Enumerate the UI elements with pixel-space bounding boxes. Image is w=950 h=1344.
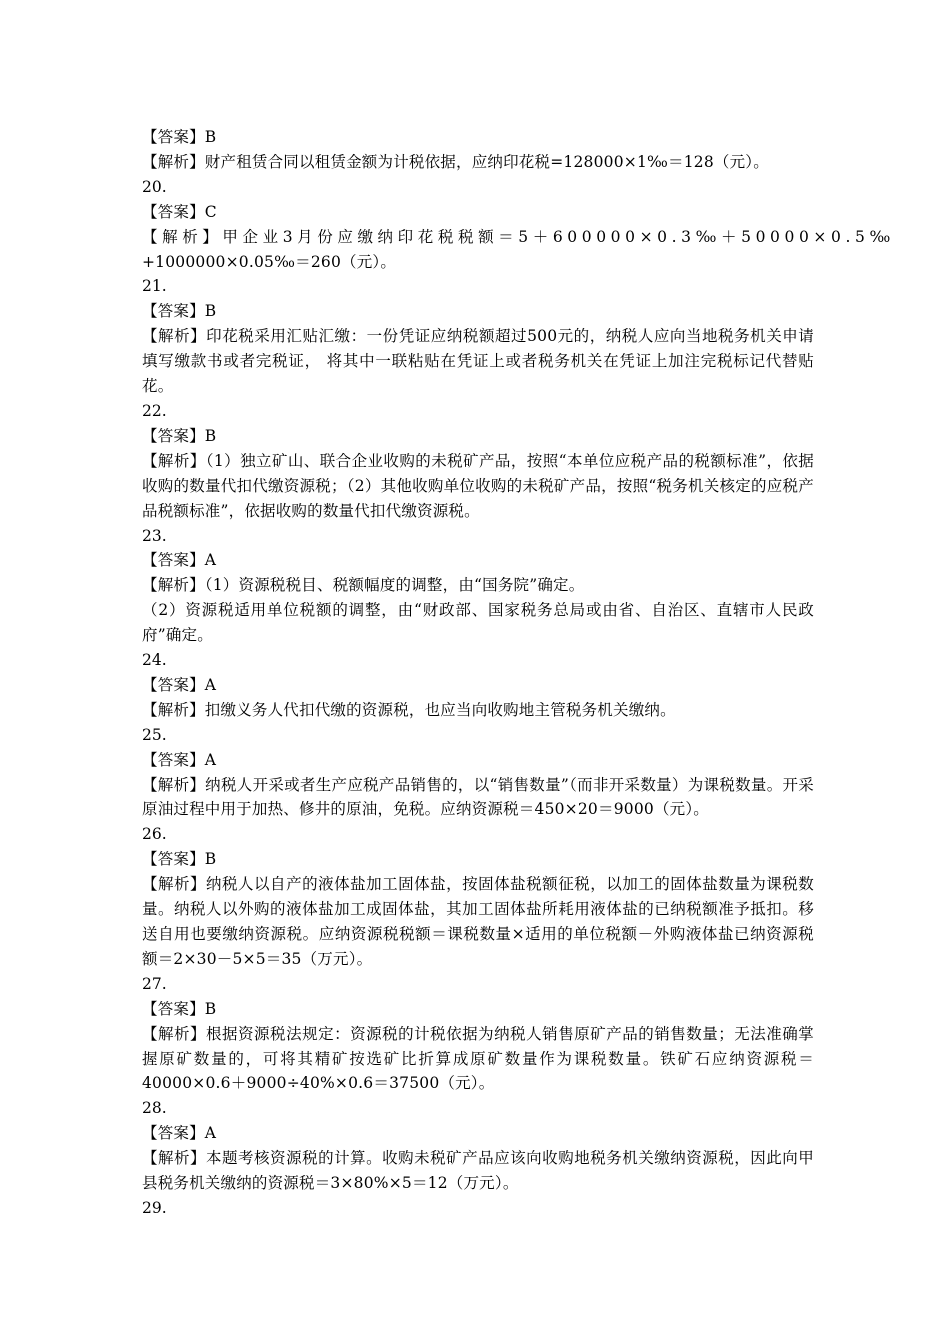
question-number: 29. xyxy=(142,1198,167,1217)
question-number: 21. xyxy=(142,277,167,296)
analysis-paragraph: 【解析】纳税人开采或者生产应税产品销售的，以“销售数量”（而非开采数量）为课税数量。开采原油过程中用于加热、修井的原油，免税。应纳资源税＝450×20＝9000（元）。 xyxy=(142,775,814,819)
question-number: 23. xyxy=(142,526,167,545)
question-number: 22. xyxy=(142,401,167,420)
question-number: 25. xyxy=(142,725,167,744)
analysis-paragraph: 【解析】扣缴义务人代扣代缴的资源税，也应当向收购地主管税务机关缴纳。 xyxy=(142,700,676,719)
analysis-line: +1000000×0.05‰＝260（元）。 xyxy=(142,252,397,271)
question-number: 28. xyxy=(142,1099,167,1118)
question-number: 26. xyxy=(142,825,167,844)
document-page xyxy=(142,125,895,1221)
question-number: 27. xyxy=(142,974,167,993)
analysis-line: 【解析】甲企业3月份应缴纳印花税税额＝5＋600000×0.3‰＋50000×0.5‰ xyxy=(142,227,895,246)
analysis-paragraph: 【解析】根据资源税法规定：资源税的计税依据为纳税人销售原矿产品的销售数量；无法准确掌握原矿数量的，可将其精矿按选矿比折算成原矿数量作为课税数量。铁矿石应纳资源税＝40000×0.6＋9000÷40%×0.6＝37500（元）。 xyxy=(142,1024,814,1093)
question-number: 20. xyxy=(142,177,167,196)
analysis-paragraph: 【解析】本题考核资源税的计算。收购未税矿产品应该向收购地税务机关缴纳资源税，因此向甲县税务机关缴纳的资源税＝3×80%×5＝12（万元）。 xyxy=(142,1149,814,1193)
answer-line: 【答案】A xyxy=(142,750,217,769)
answer-line: 【答案】B xyxy=(142,302,217,321)
answer-line: 【答案】A xyxy=(142,551,217,570)
answer-line: 【答案】B xyxy=(142,128,217,146)
analysis-paragraph-extra: （2）资源税适用单位税额的调整，由“财政部、国家税务总局或由省、自治区、直辖市人民政府”确定。 xyxy=(142,601,814,645)
answer-line: 【答案】A xyxy=(142,1124,217,1143)
analysis-paragraph: 【解析】（1）资源税税目、税额幅度的调整，由“国务院”确定。 xyxy=(142,576,585,595)
question-number: 24. xyxy=(142,651,167,670)
answer-line: 【答案】B xyxy=(142,999,217,1018)
answer-line: 【答案】B xyxy=(142,850,217,869)
analysis-paragraph: 【解析】印花税采用汇贴汇缴：一份凭证应纳税额超过500元的，纳税人应向当地税务机关申请填写缴款书或者完税证， 将其中一联粘贴在凭证上或者税务机关在凭证上加注完税标记代替贴花。 xyxy=(142,327,814,396)
answer-line: 【答案】B xyxy=(142,426,217,445)
analysis-paragraph: 【解析】财产租赁合同以租赁金额为计税依据，应纳印花税=128000×1‰＝128（元）。 xyxy=(142,152,769,171)
answer-line: 【答案】C xyxy=(142,202,217,221)
analysis-paragraph: 【解析】纳税人以自产的液体盐加工固体盐，按固体盐税额征税，以加工的固体盐数量为课税数量。纳税人以外购的液体盐加工成固体盐，其加工固体盐所耗用液体盐的已纳税额准予抵扣。移送自用也要缴纳资源税。应纳资源税税额＝课税数量×适用的单位税额－外购液体盐已纳资源税额＝2×30－5×5＝35（万元）。 xyxy=(142,875,814,968)
analysis-paragraph: 【解析】（1）独立矿山、联合企业收购的未税矿产品，按照“本单位应税产品的税额标准”，依据收购的数量代扣代缴资源税；（2）其他收购单位收购的未税矿产品，按照“税务机关核定的应税产品税额标准”，依据收购的数量代扣代缴资源税。 xyxy=(142,451,814,520)
answer-line: 【答案】A xyxy=(142,675,217,694)
